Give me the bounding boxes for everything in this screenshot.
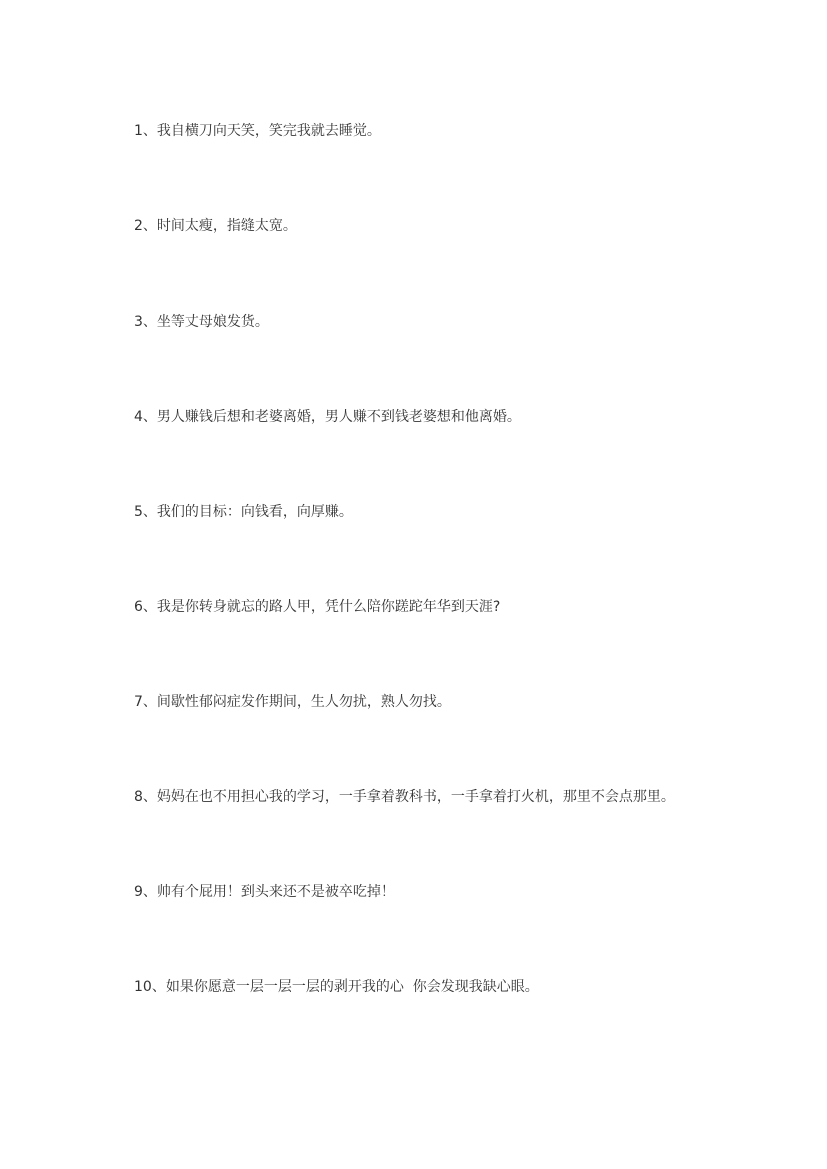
quote-line-3: 3、坐等丈母娘发货。 (134, 314, 269, 330)
quote-line-7: 7、间歇性郁闷症发作期间，生人勿扰，熟人勿找。 (134, 694, 451, 710)
quote-line-8: 8、妈妈在也不用担心我的学习，一手拿着教科书，一手拿着打火机，那里不会点那里。 (134, 789, 675, 805)
quote-line-5: 5、我们的目标：向钱看，向厚赚。 (134, 504, 353, 520)
quote-line-10: 10、如果你愿意一层一层一层的剥开我的心 你会发现我缺心眼。 (134, 979, 539, 995)
quote-line-9: 9、帅有个屁用！到头来还不是被卒吃掉！ (134, 884, 395, 900)
quote-line-2: 2、时间太瘦，指缝太宽。 (134, 218, 297, 234)
quote-line-6: 6、我是你转身就忘的路人甲，凭什么陪你蹉跎年华到天涯? (134, 599, 501, 615)
quote-line-1: 1、我自横刀向天笑，笑完我就去睡觉。 (134, 123, 381, 139)
quote-line-4: 4、男人赚钱后想和老婆离婚，男人赚不到钱老婆想和他离婚。 (134, 409, 521, 425)
